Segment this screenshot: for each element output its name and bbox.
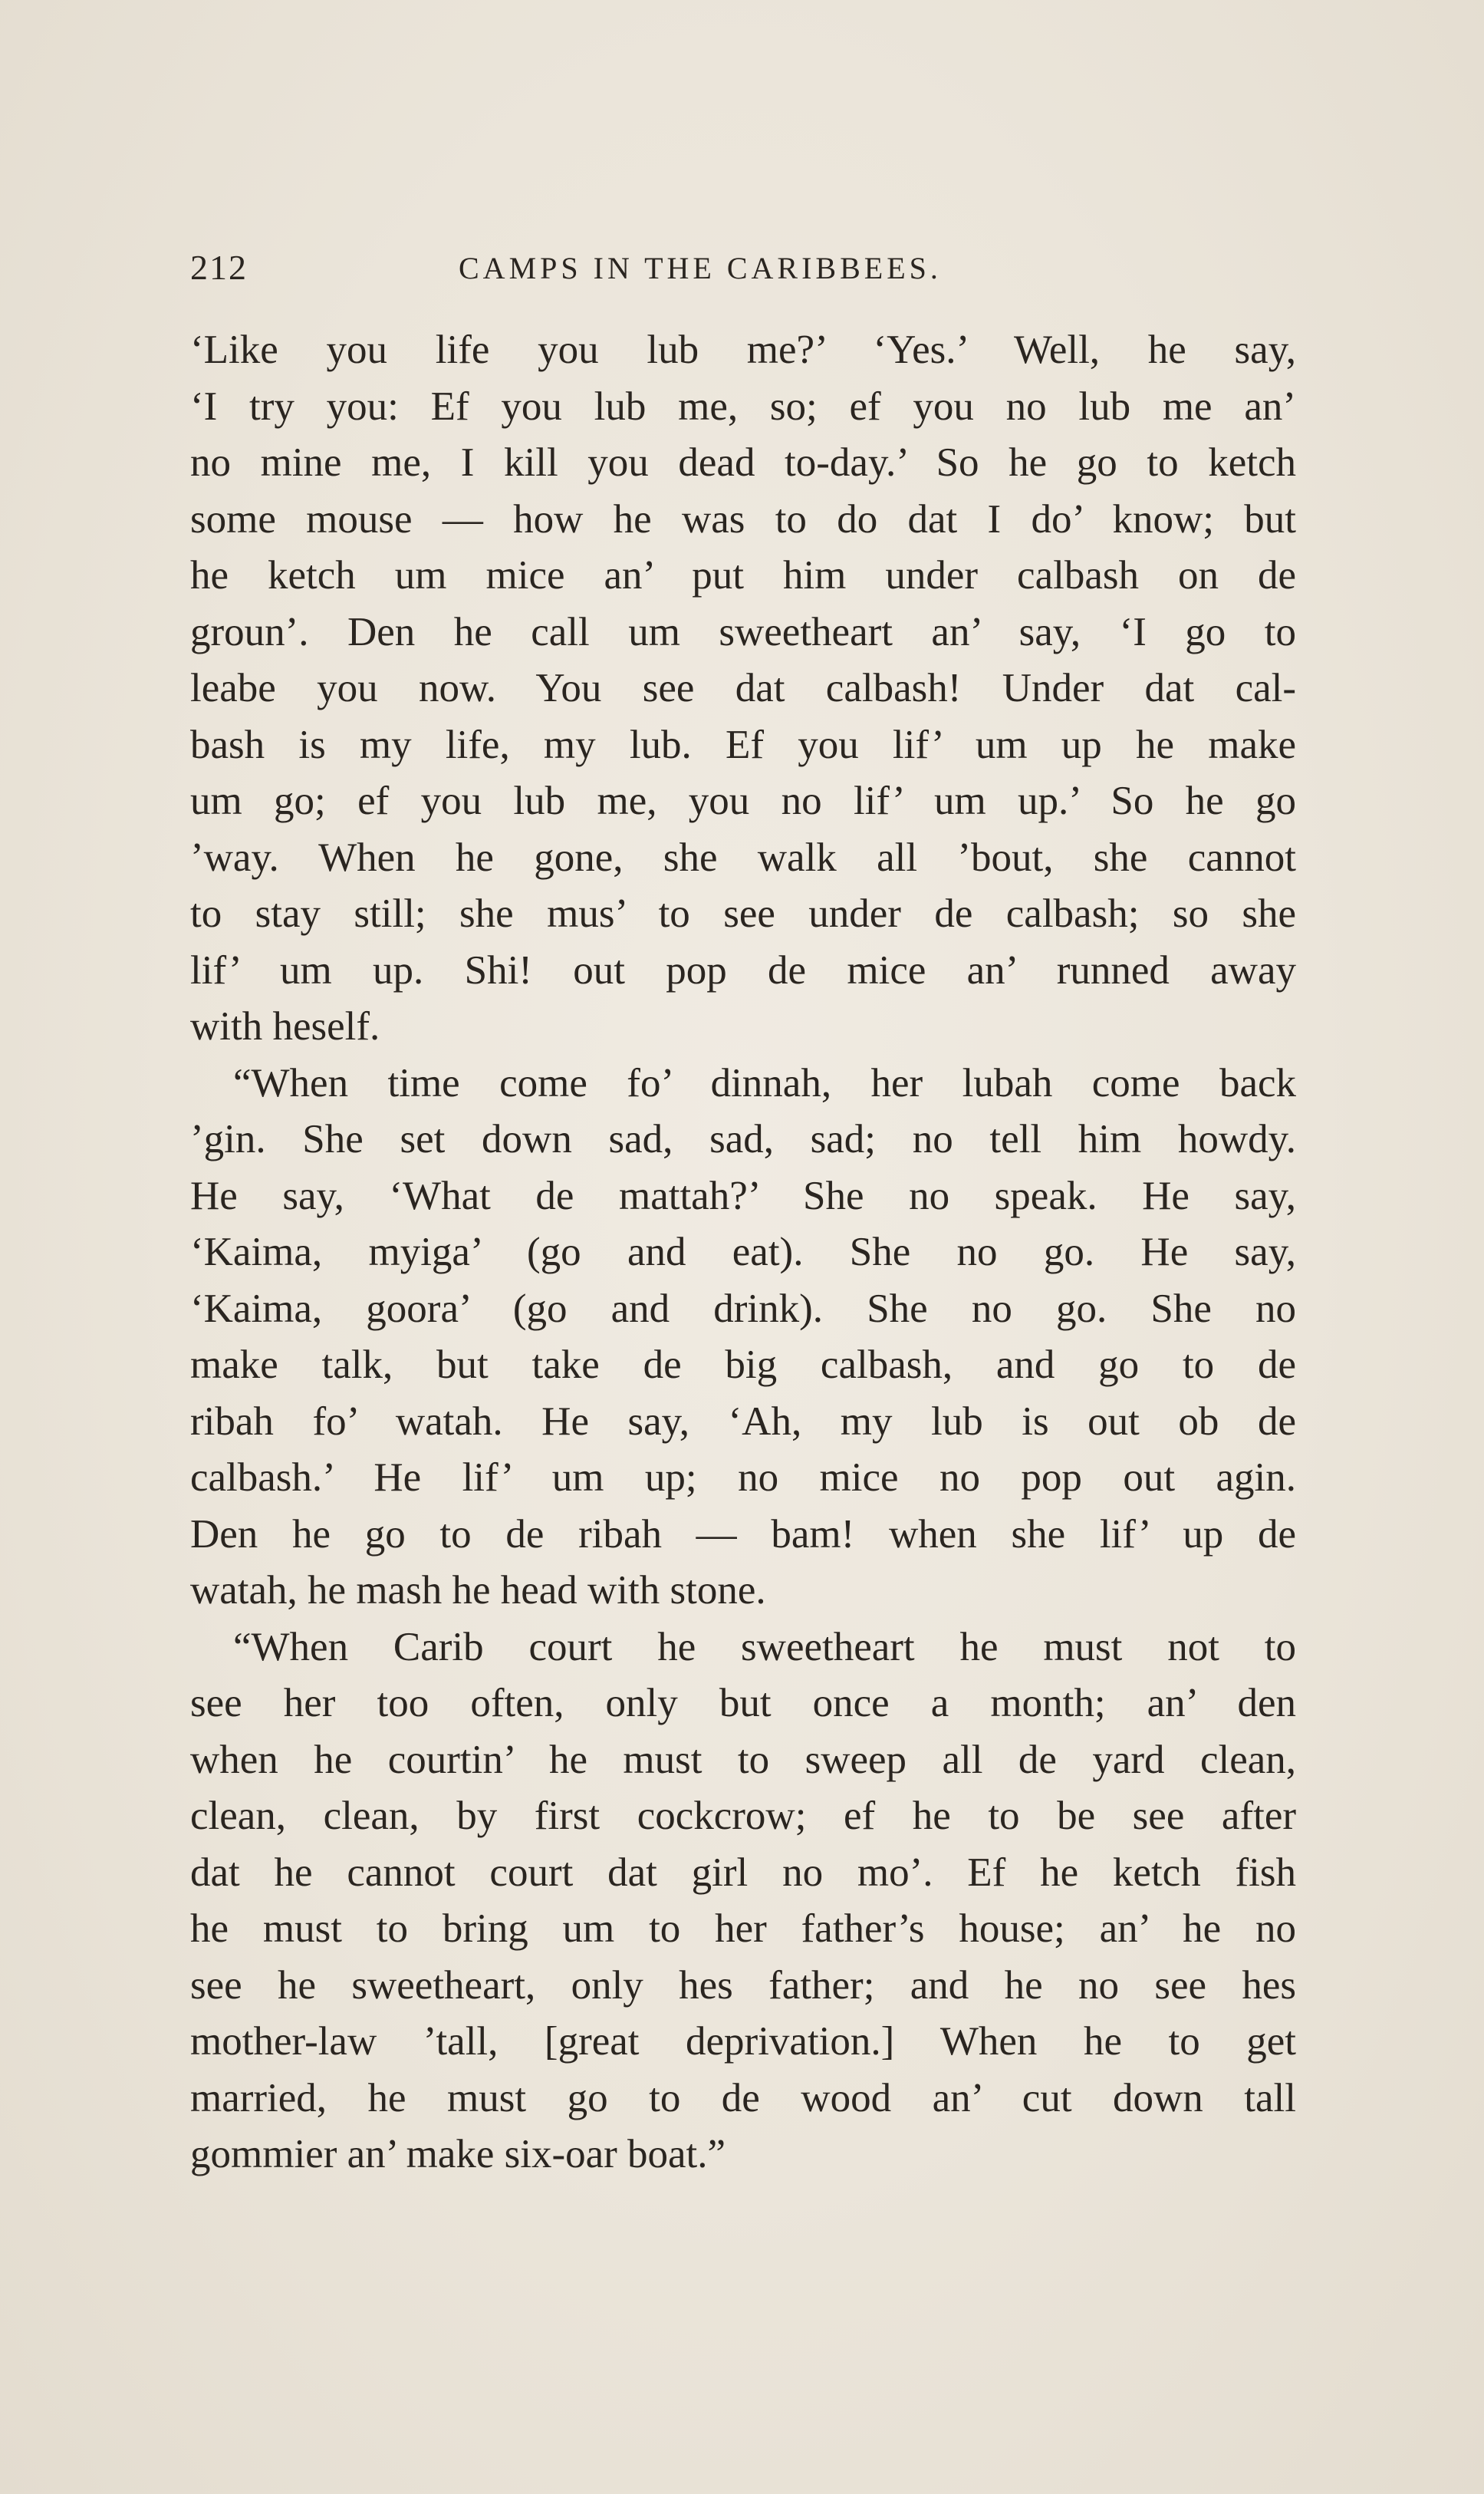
text-line: calbash.’ He lif’ um up; no mice no pop out agin. [190,1455,1296,1500]
text-line: ribah fo’ watah. He say, ‘Ah, my lub is out ob de [190,1399,1296,1444]
text-line: see he sweetheart, only hes father; and he no see hes [190,1962,1296,2008]
text-line: he must to bring um to her father’s house; an’ he no [190,1906,1296,1951]
text-line: clean, clean, by first cockcrow; ef he to be see after [190,1794,1296,1838]
text-line: groun’. Den he call um sweetheart an’ say, ‘I go to [190,609,1296,654]
text-line: see her too often, only but once a month; an’ den [190,1681,1296,1725]
body-text [190,322,1296,2183]
text-line: ’way. When he gone, she walk all ’bout, she cannot [190,835,1296,880]
running-head: CAMPS IN THE CARIBBEES. [459,251,942,285]
text-line: dat he cannot court dat girl no mo’. Ef he ketch fish [190,1850,1296,1895]
text-line: he ketch um mice an’ put him under calbash on de [190,553,1296,598]
text-line: He say, ‘What de mattah?’ She no speak. He say, [190,1173,1296,1218]
text-line: watah, he mash he head with stone. [190,1568,766,1613]
text-line: with heself. [190,1004,380,1049]
page-number: 212 [190,248,248,287]
text-line: lif’ um up. Shi! out pop de mice an’ runned away [190,947,1296,993]
text-line: ‘Kaima, myiga’ (go and eat). She no go. He say, [190,1230,1296,1274]
text-line: ‘Kaima, goora’ (go and drink). She no go. She no [190,1286,1296,1331]
text-line: mother-law ’tall, [great deprivation.] When he to get [190,2019,1296,2064]
page-header [190,247,1295,293]
text-line: ‘I try you: Ef you lub me, so; ef you no lub me an’ [190,384,1296,429]
text-line: “When time come fo’ dinnah, her lubah come back [233,1060,1296,1105]
text-line: to stay still; she mus’ to see under de calbash; so she [190,891,1296,936]
text-line: ‘Like you life you lub me?’ ‘Yes.’ Well, he say, [190,328,1296,372]
text-line: Den he go to de ribah — bam! when she lif’ up de [190,1511,1296,1557]
text-line: when he courtin’ he must to sweep all de yard clean, [190,1737,1296,1782]
text-line: no mine me, I kill you dead to-day.’ So he go to ketch [190,440,1296,485]
text-line: some mouse — how he was to do dat I do’ know; but [190,496,1296,542]
text-line: married, he must go to de wood an’ cut down tall [190,2075,1296,2120]
text-line: bash is my life, my lub. Ef you lif’ um up he make [190,722,1296,767]
text-line: “When Carib court he sweetheart he must not to [233,1624,1296,1669]
text-line: ’gin. She set down sad, sad, sad; no tell him howdy. [190,1117,1296,1161]
text-line: make talk, but take de big calbash, and go to de [190,1343,1296,1387]
text-line: gommier an’ make six-oar boat.” [190,2132,726,2176]
text-line: um go; ef you lub me, you no lif’ um up.’ So he go [190,779,1296,823]
text-line: leabe you now. You see dat calbash! Under dat cal- [190,666,1296,710]
